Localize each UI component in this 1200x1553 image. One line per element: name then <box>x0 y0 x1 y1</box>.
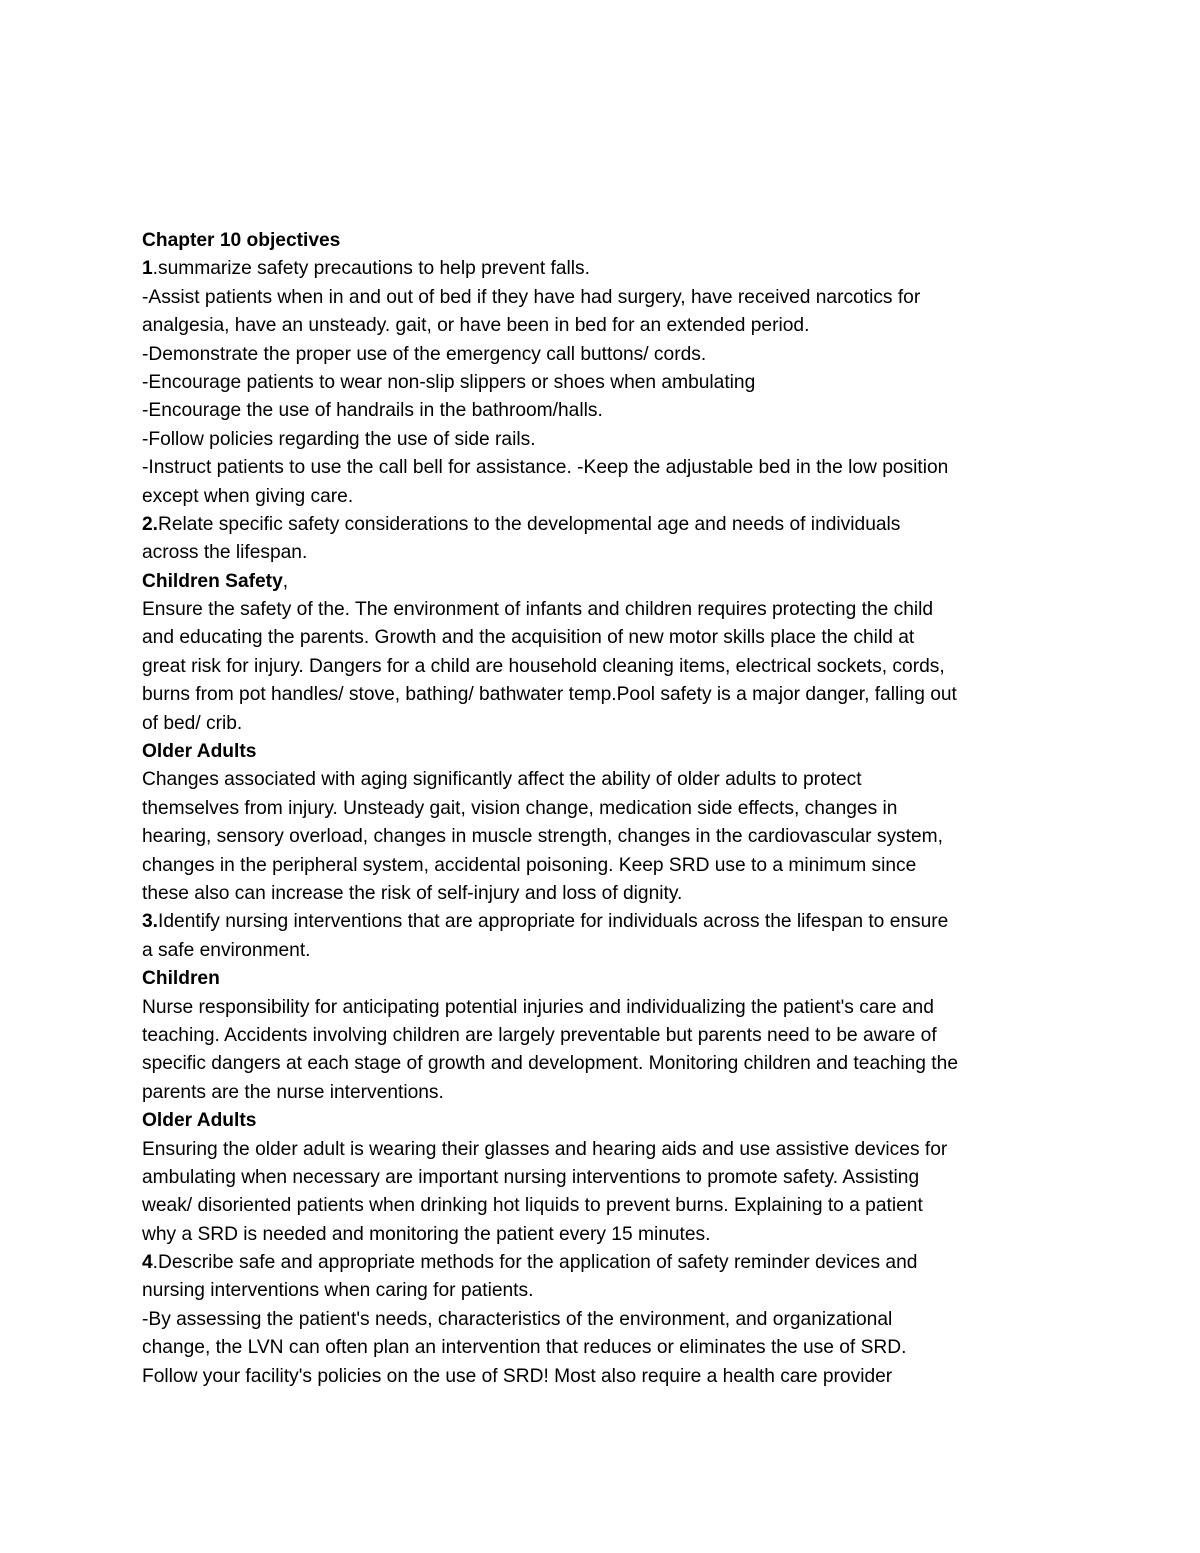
line-text: -Encourage patients to wear non-slip slippers or shoes when ambulating <box>142 371 756 393</box>
body-line <box>142 852 1072 880</box>
body-line <box>142 1306 1072 1334</box>
body-line <box>142 823 1072 851</box>
body-line <box>142 1277 1072 1305</box>
body-line <box>142 1334 1072 1362</box>
line-text: Changes associated with aging significantly affect the ability of older adults to protect <box>142 769 862 791</box>
line-text: great risk for injury. Dangers for a child are household cleaning items, electrical sockets, cords, <box>142 655 945 677</box>
line-text: -Follow policies regarding the use of side rails. <box>142 428 536 450</box>
body-line <box>142 454 1072 482</box>
line-text: nursing interventions when caring for patients. <box>142 1280 534 1302</box>
objective-number: 2. <box>142 513 159 535</box>
document-body <box>142 255 1072 1391</box>
section-heading <box>142 965 1072 993</box>
line-text: a safe environment. <box>142 939 311 961</box>
objective-number: 3. <box>142 911 159 933</box>
section-heading-text: Older Adults <box>142 1110 257 1132</box>
body-line <box>142 681 1072 709</box>
body-line <box>142 284 1072 312</box>
body-line <box>142 766 1072 794</box>
line-text: changes in the peripheral system, accidental poisoning. Keep SRD use to a minimum since <box>142 854 917 876</box>
line-text: .Describe safe and appropriate methods for the application of safety reminder devices and <box>152 1252 918 1274</box>
line-text: Identify nursing interventions that are appropriate for individuals across the lifespan to ensure <box>158 911 949 933</box>
line-text: hearing, sensory overload, changes in muscle strength, changes in the cardiovascular system, <box>142 826 943 848</box>
line-text: Follow your facility's policies on the use of SRD! Most also require a health care provider <box>142 1365 893 1387</box>
body-line <box>142 1221 1072 1249</box>
body-line <box>142 1079 1072 1107</box>
line-text: -Assist patients when in and out of bed if they have had surgery, have received narcotics for <box>142 286 921 308</box>
body-line <box>142 937 1072 965</box>
line-text: -By assessing the patient's needs, characteristics of the environment, and organizational <box>142 1308 893 1330</box>
line-text: across the lifespan. <box>142 542 308 564</box>
body-line <box>142 1164 1072 1192</box>
section-heading-text: Older Adults <box>142 741 257 763</box>
body-line <box>142 1022 1072 1050</box>
body-line <box>142 539 1072 567</box>
line-text: -Encourage the use of handrails in the bathroom/halls. <box>142 400 603 422</box>
line-text: .summarize safety precautions to help prevent falls. <box>152 258 590 280</box>
line-text: except when giving care. <box>142 485 354 507</box>
objective-number: 1 <box>142 258 153 280</box>
line-text: parents are the nurse interventions. <box>142 1081 444 1103</box>
line-text: change, the LVN can often plan an intervention that reduces or eliminates the use of SRD. <box>142 1337 907 1359</box>
body-line <box>142 1136 1072 1164</box>
section-heading-text: Children Safety <box>142 570 283 592</box>
body-line <box>142 994 1072 1022</box>
body-line <box>142 596 1072 624</box>
line-text: these also can increase the risk of self-injury and loss of dignity. <box>142 882 683 904</box>
body-line <box>142 795 1072 823</box>
body-line <box>142 1363 1072 1391</box>
objective-line <box>142 255 1072 283</box>
body-line <box>142 1192 1072 1220</box>
line-text: Ensure the safety of the. The environment of infants and children requires protecting the child <box>142 599 934 621</box>
body-line <box>142 653 1072 681</box>
objective-line <box>142 908 1072 936</box>
body-line <box>142 397 1072 425</box>
body-line <box>142 341 1072 369</box>
heading-suffix: , <box>282 570 289 592</box>
line-text: burns from pot handles/ stove, bathing/ bathwater temp.Pool safety is a major danger, falling out <box>142 684 957 706</box>
body-line <box>142 483 1072 511</box>
line-text: why a SRD is needed and monitoring the patient every 15 minutes. <box>142 1223 711 1245</box>
section-heading <box>142 738 1072 766</box>
body-line <box>142 369 1072 397</box>
objective-line <box>142 1249 1072 1277</box>
body-line <box>142 426 1072 454</box>
line-text: Ensuring the older adult is wearing their glasses and hearing aids and use assistive devices for <box>142 1138 948 1160</box>
section-heading <box>142 568 1072 596</box>
line-text: Nurse responsibility for anticipating potential injuries and individualizing the patient's care and <box>142 996 934 1018</box>
body-line <box>142 624 1072 652</box>
line-text: weak/ disoriented patients when drinking hot liquids to prevent burns. Explaining to a patient <box>142 1195 923 1217</box>
line-text: analgesia, have an unsteady. gait, or have been in bed for an extended period. <box>142 315 810 337</box>
page-title: Chapter 10 objectives <box>142 230 341 251</box>
line-text: ambulating when necessary are important nursing interventions to promote safety. Assisting <box>142 1166 920 1188</box>
body-line <box>142 1050 1072 1078</box>
objective-line <box>142 511 1072 539</box>
line-text: -Demonstrate the proper use of the emergency call buttons/ cords. <box>142 343 707 365</box>
section-heading <box>142 1107 1072 1135</box>
line-text: Relate specific safety considerations to the developmental age and needs of individuals <box>158 513 901 535</box>
line-text: teaching. Accidents involving children are largely preventable but parents need to be aware of <box>142 1024 937 1046</box>
line-text: specific dangers at each stage of growth and development. Monitoring children and teaching the <box>142 1053 958 1075</box>
body-line <box>142 710 1072 738</box>
objective-number: 4 <box>142 1252 153 1274</box>
body-line <box>142 312 1072 340</box>
document-page <box>142 227 1072 1391</box>
line-text: themselves from injury. Unsteady gait, vision change, medication side effects, changes in <box>142 797 898 819</box>
line-text: -Instruct patients to use the call bell for assistance. -Keep the adjustable bed in the low position <box>142 457 949 479</box>
line-text: and educating the parents. Growth and the acquisition of new motor skills place the child at <box>142 627 915 649</box>
line-text: of bed/ crib. <box>142 712 243 734</box>
body-line <box>142 880 1072 908</box>
section-heading-text: Children <box>142 968 220 990</box>
